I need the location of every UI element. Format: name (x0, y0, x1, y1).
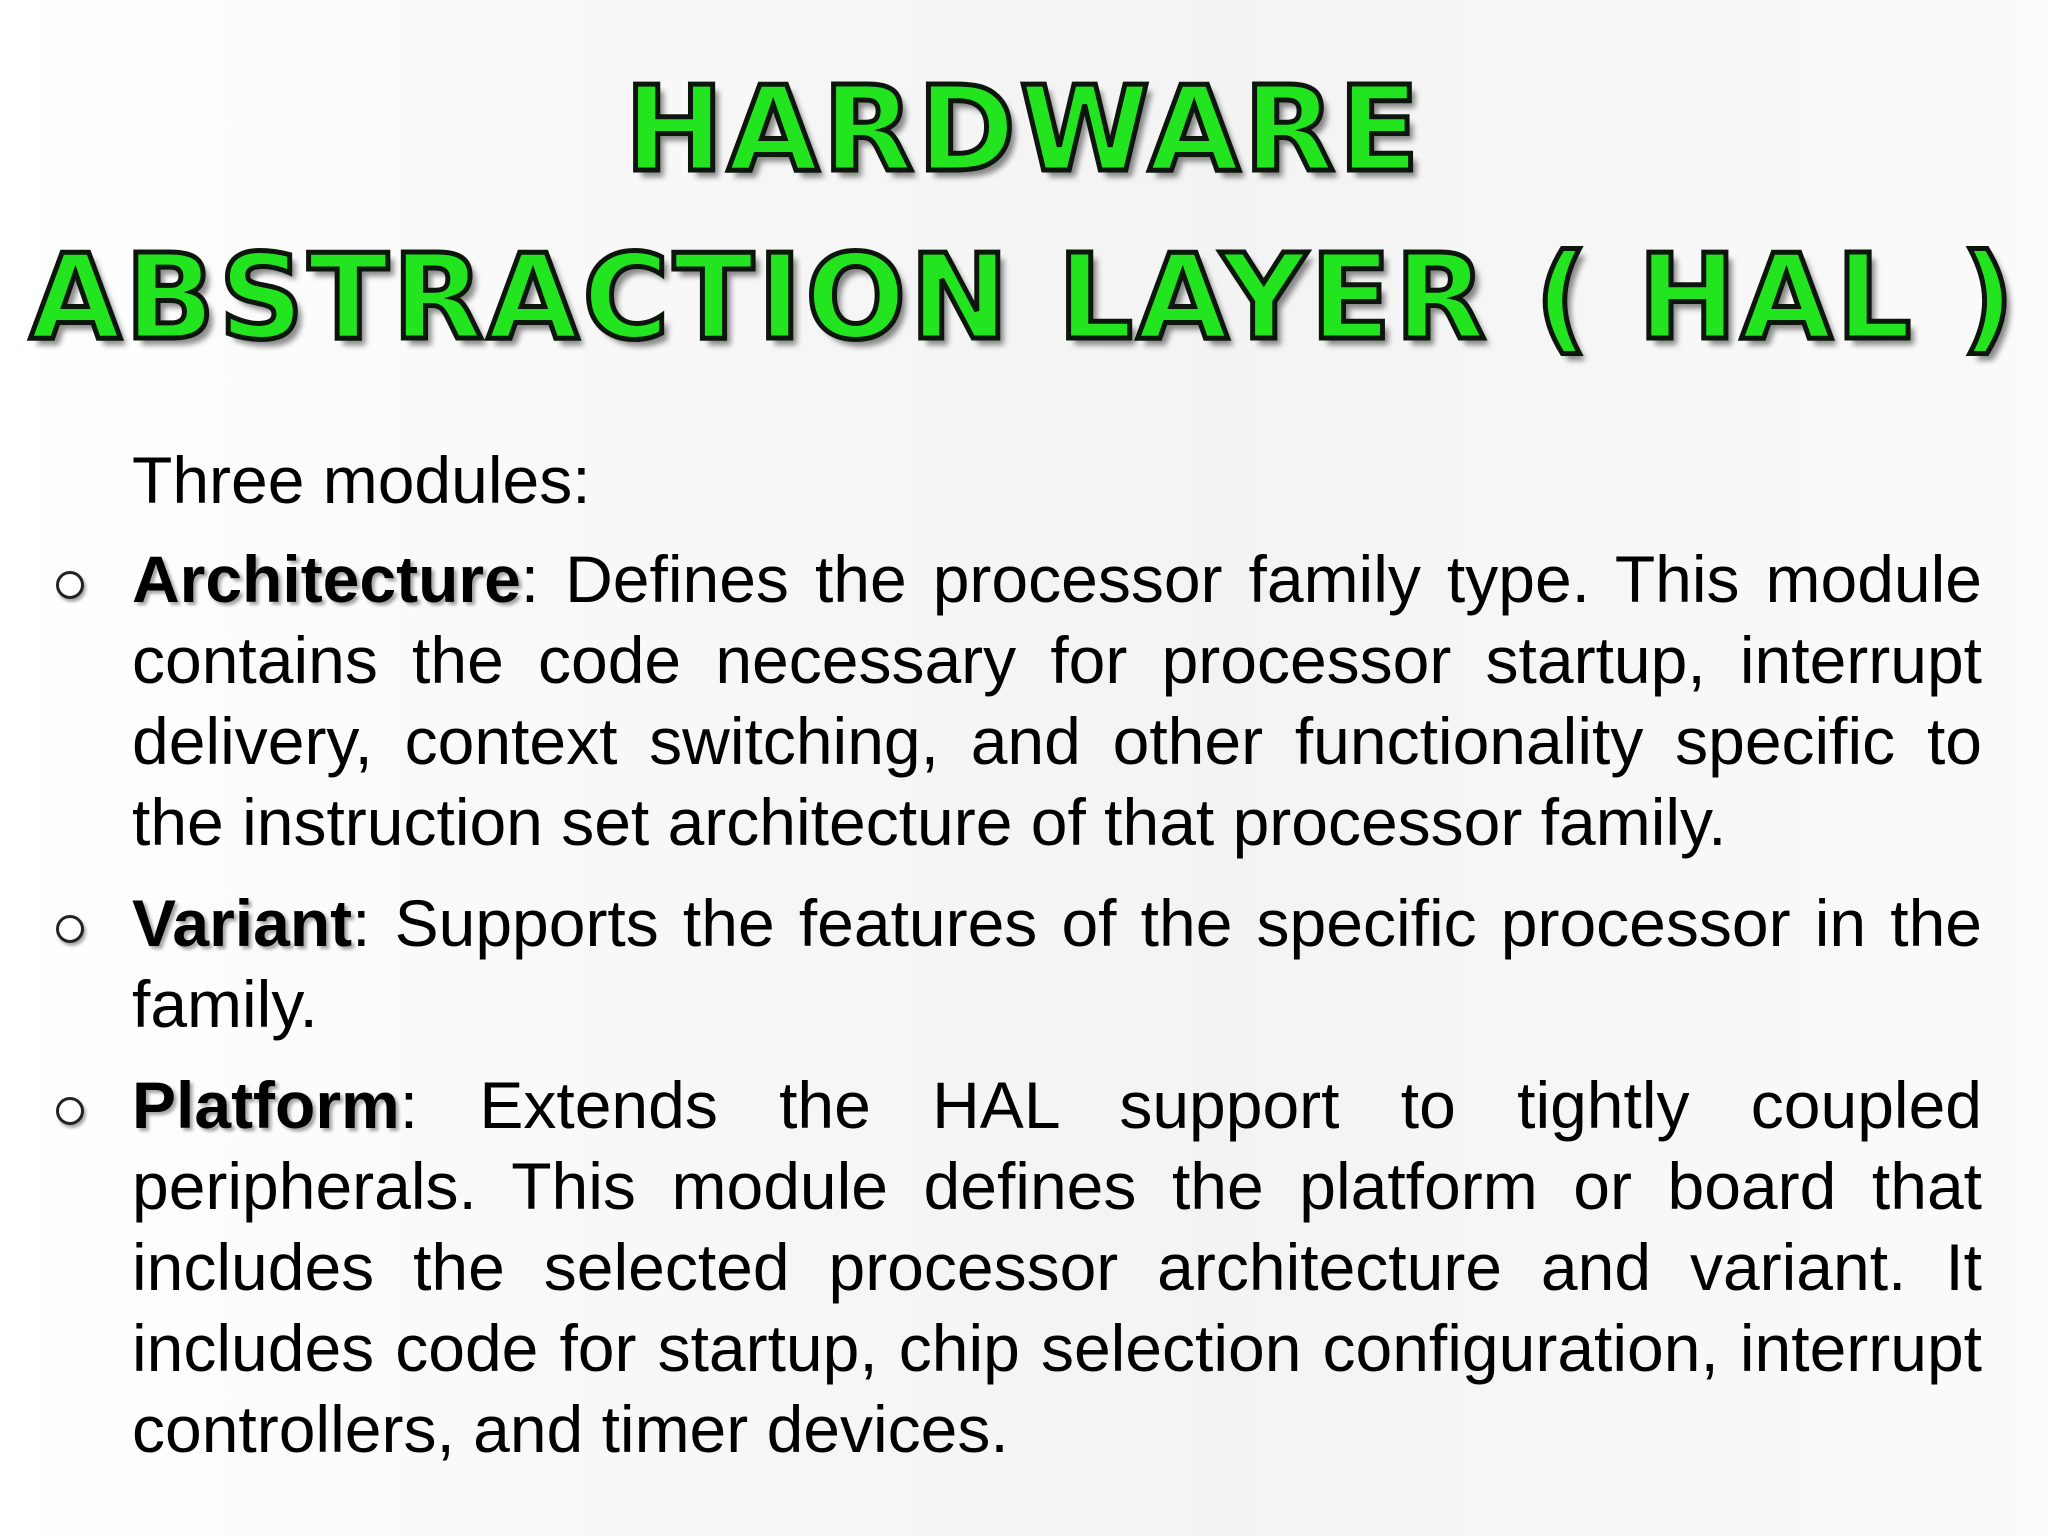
slide-body (132, 440, 1982, 1490)
description-architecture: : Defines the processor family type. This module contains the code necessary for processor startup, interrupt delivery, context switching, and other functionality specific to the instruction set architecture of that processor family. (132, 542, 1982, 859)
title-line-2: ABSTRACTION LAYER ( HAL ) (29, 228, 2019, 366)
circle-bullet-icon (56, 915, 84, 943)
intro-text: Three modules: (132, 443, 591, 517)
term-variant: Variant (132, 886, 353, 960)
slide-title (0, 60, 2048, 366)
list-item-platform (132, 1065, 1982, 1470)
description-variant: : Supports the features of the specific processor in the family. (132, 886, 1982, 1041)
term-platform: Platform (132, 1068, 400, 1142)
circle-bullet-icon (56, 571, 84, 599)
list-item-variant (132, 883, 1982, 1045)
list-item-architecture (132, 539, 1982, 863)
term-architecture: Architecture (132, 542, 521, 616)
title-line-1: HARDWARE (624, 60, 1424, 198)
circle-bullet-icon (56, 1097, 84, 1125)
description-platform: : Extends the HAL support to tightly coupled peripherals. This module defines the platform or board that includes the selected processor architecture and variant. It includes code for startup, chip selection configuration, interrupt controllers, and timer devices. (132, 1068, 1982, 1466)
